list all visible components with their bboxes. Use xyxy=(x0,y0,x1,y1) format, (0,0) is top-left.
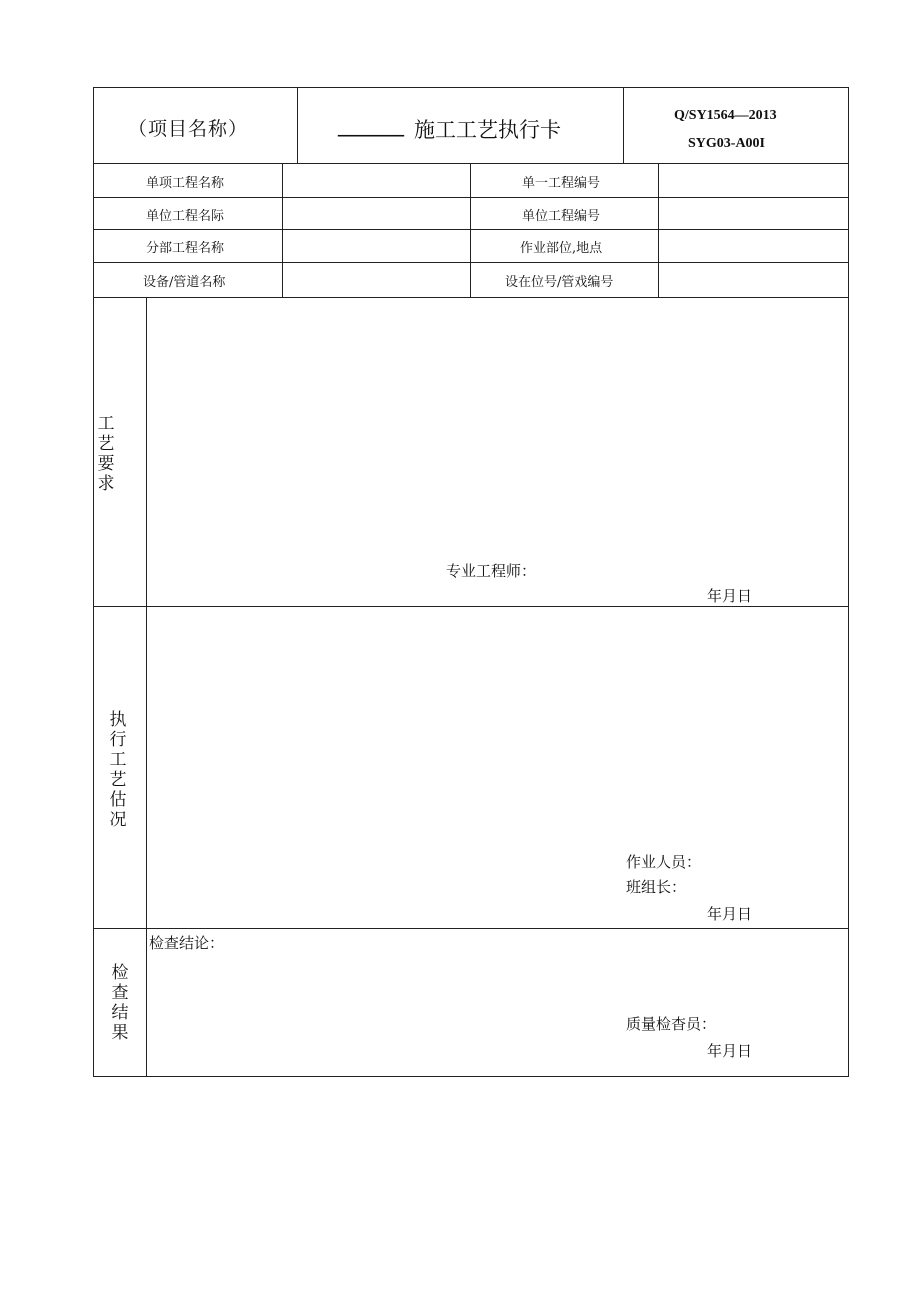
info-label-division-name: 分部工程名称 xyxy=(146,241,225,256)
standard-code: Q/SY1564—2013 xyxy=(674,108,777,123)
title-blank: ______ xyxy=(338,112,404,137)
info-col-line-3 xyxy=(658,163,659,297)
header-bottom-line xyxy=(93,163,849,164)
requirements-date: 年月日 xyxy=(707,587,753,605)
team-leader-label: 班组长： xyxy=(626,878,687,896)
inspector-label: 质量检杳员： xyxy=(626,1015,717,1033)
page-title: 施工工艺执行卡 xyxy=(414,118,561,142)
inspection-label: 检 查 结 果 xyxy=(111,963,129,1043)
info-col-line-2 xyxy=(470,163,471,297)
section-line-2 xyxy=(93,928,849,929)
info-label-unit-name: 单位工程名际 xyxy=(146,209,225,224)
info-label-position-number: 设在位号/管戏编号 xyxy=(505,275,614,290)
info-label-work-location: 作业部位,地点 xyxy=(520,241,603,256)
info-row-line-3 xyxy=(93,262,849,263)
info-row-line-1 xyxy=(93,197,849,198)
section-label-divider xyxy=(146,297,147,1077)
header-divider-1 xyxy=(297,87,298,163)
info-row-line-2 xyxy=(93,229,849,230)
header-divider-2 xyxy=(623,87,624,163)
info-label-equipment-name: 设备/管道名称 xyxy=(143,275,226,290)
info-label-unit-code: 单位工程编号 xyxy=(522,209,601,224)
info-col-line-1 xyxy=(282,163,283,297)
conclusion-label: 检查结论： xyxy=(149,934,225,952)
section-line-1 xyxy=(93,606,849,607)
info-row-line-4 xyxy=(93,297,849,298)
engineer-label: 专业工程师： xyxy=(446,562,537,580)
project-name: （项目名称） xyxy=(128,118,249,140)
execution-date: 年月日 xyxy=(707,905,753,923)
inspection-date: 年月日 xyxy=(707,1042,753,1060)
info-label-single-item-code: 单一工程编号 xyxy=(522,176,601,191)
worker-label: 作业人员： xyxy=(626,853,702,871)
info-label-single-item-name: 单项工程名称 xyxy=(146,176,225,191)
requirements-label: 工 艺 要 求 xyxy=(97,414,115,494)
execution-label: 执 行 工 艺 估 况 xyxy=(109,710,127,830)
form-code: SYG03-A00I xyxy=(688,136,766,151)
